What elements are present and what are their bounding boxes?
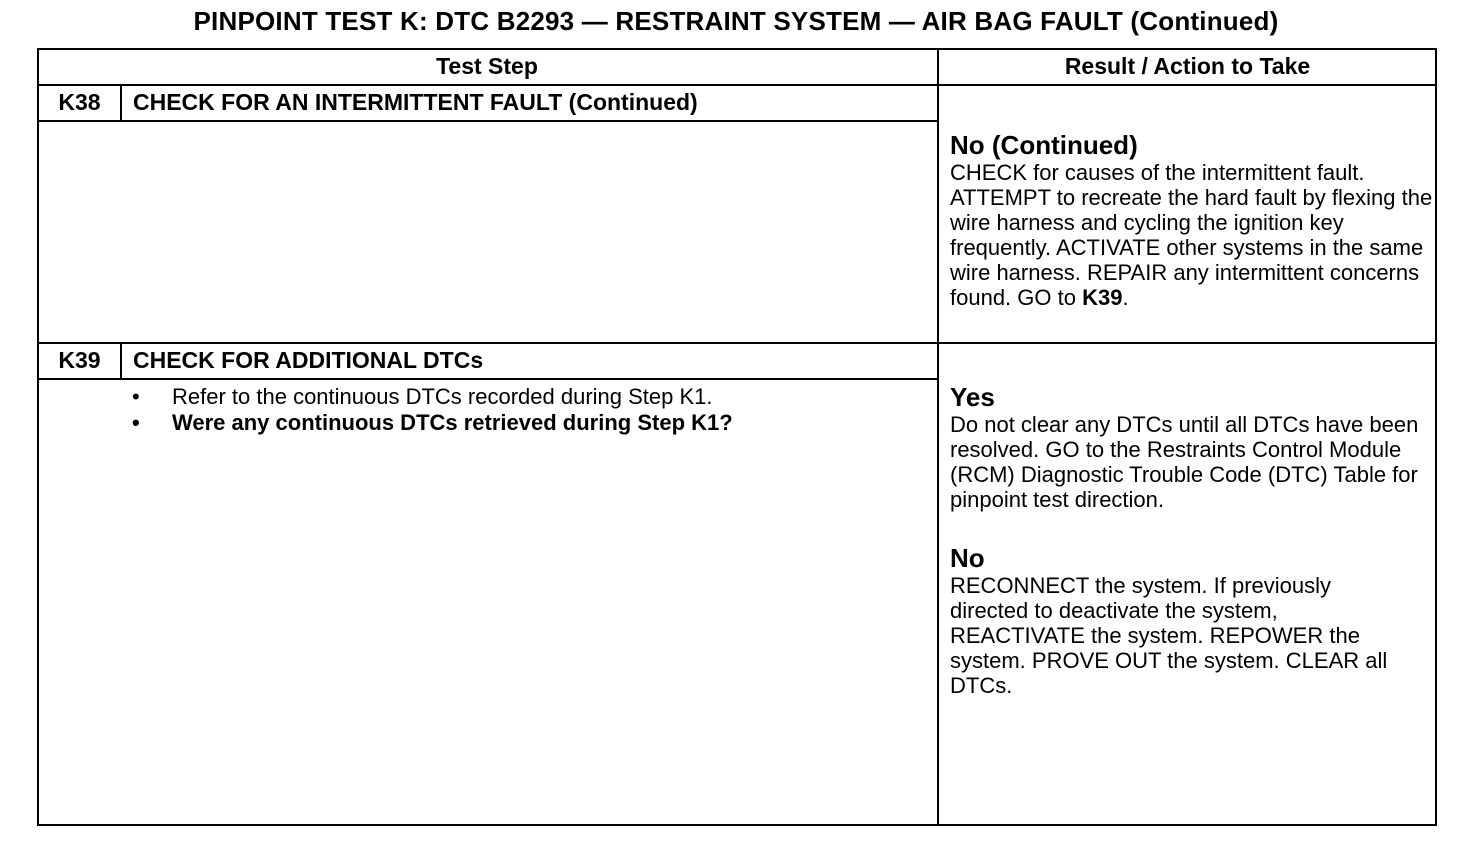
result-header: Result / Action to Take — [1064, 53, 1311, 79]
k39-instructions — [130, 384, 930, 436]
k38-title-rule — [37, 120, 938, 122]
test-step-header: Test Step — [436, 53, 538, 79]
k39-id-divider — [120, 342, 122, 379]
result-text: RECONNECT the system. If previously directed to deactivate the system, REACTIVATE the system. REPOWER the system. PROVE OUT the system. CLEAR all DTCs. — [950, 573, 1388, 698]
result-heading: No — [950, 543, 985, 573]
instruction-item: • Refer to the continuous DTCs recorded during Step K1. — [132, 384, 713, 409]
question-item: • Were any continuous DTCs retrieved during Step K1? — [132, 410, 733, 435]
bullet-icon: • — [132, 384, 140, 409]
column-divider — [937, 48, 939, 826]
page-title: PINPOINT TEST K: DTC B2293 — RESTRAINT SYSTEM — AIR BAG FAULT (Continued) — [193, 6, 1279, 36]
k39-result-yes — [950, 382, 1436, 512]
k39-result-no — [950, 543, 1400, 698]
k39-title-rule — [37, 378, 938, 380]
k38-id-divider — [120, 84, 122, 121]
step-separator — [37, 342, 1437, 344]
step-title-k38: CHECK FOR AN INTERMITTENT FAULT (Continued) — [133, 89, 698, 115]
result-text: CHECK for causes of the intermittent fault. ATTEMPT to recreate the hard fault by flexing the wire harness and cycling the ignition key frequently. ACTIVATE other systems in the same wire harness. REPAIR any intermittent concerns found. GO to K39. — [950, 160, 1433, 310]
k38-result-no — [950, 130, 1436, 310]
result-heading: Yes — [950, 382, 995, 412]
step-title-k39: CHECK FOR ADDITIONAL DTCs — [133, 347, 484, 373]
step-link-k39[interactable]: K39 — [1082, 285, 1123, 310]
header-rule — [37, 84, 1437, 86]
result-text: Do not clear any DTCs until all DTCs have been resolved. GO to the Restraints Control Module (RCM) Diagnostic Trouble Code (DTC) Table for pinpoint test direction. — [950, 412, 1419, 512]
step-id-k38: K38 — [58, 89, 101, 115]
step-id-k39: K39 — [58, 347, 101, 373]
result-heading: No (Continued) — [950, 130, 1138, 160]
bullet-icon: • — [132, 410, 140, 435]
